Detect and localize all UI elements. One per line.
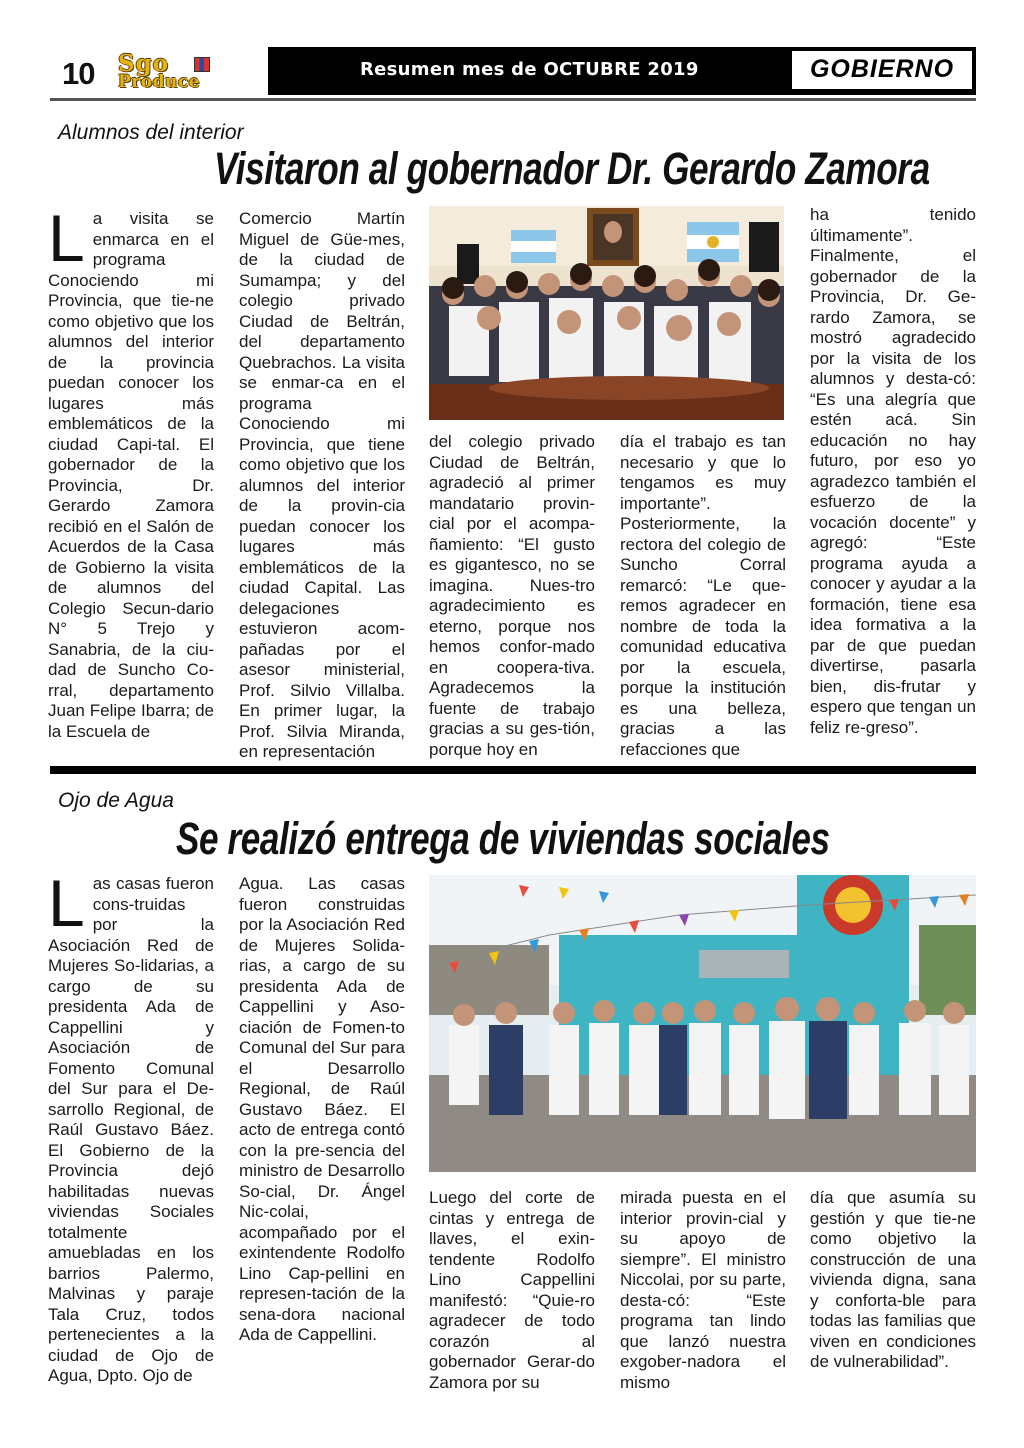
article1-column-1 (48, 209, 214, 749)
issue-summary: Resumen mes de OCTUBRE 2019 (360, 59, 699, 80)
article2-column-2 (239, 874, 405, 1399)
article1-dropcap: L (48, 209, 85, 275)
section-label: GOBIERNO (809, 55, 955, 83)
article1-column-5 (810, 205, 976, 763)
article2-headline-text: Se realizó entrega de viviendas sociales (176, 813, 830, 864)
students-with-governor-photo (429, 206, 784, 420)
header-rule (50, 98, 976, 101)
article2-column-3 (429, 1188, 595, 1402)
article1-col2-text: Comercio Martín Miguel de Güe-mes, de la ciudad de Sumampa; y del colegio privado Ciudad de Beltrán, del departamento Quebrachos. La visita se enmar-ca en el programa Conociendo mi Provincia, que tiene como objetivo que los alumnos del interior de la provin-cia puedan conocer los lugares más emblemáticos de la ciudad Capital. Las delegaciones estuvieron acom-pañadas por el asesor ministerial, Prof. Silvio Villalba. En primer lugar, la Prof. Silvia Miranda, en representación (239, 209, 405, 761)
article1-col1-text: a visita se enmarca en el programa Conociendo mi Provincia, que tie-ne como objetivo que los alumnos del interior de la provincia puedan conocer los lugares más emblemáticos de la ciudad Capi-tal. El gobernador de la Provincia, Dr. Gerardo Zamora recibió en el Salón de Acuerdos de la Casa de Gobierno la visita de alumnos del Colegio Secun-dario N° 5 Trejo y Sanabria, de la ciu-dad de Suncho Co-rral, departamento Juan Felipe Ibarra; de la Escuela de (48, 209, 214, 741)
section-box (792, 51, 972, 89)
article-divider (50, 766, 976, 774)
article1-column-2 (239, 209, 405, 765)
article2-col4-text: mirada puesta en el interior provin-cial y su apoyo de siempre”. El ministro Niccolai, por su parte, desta-có: “Este programa tan lindo que lanzó nuestra exgober-nadora el mismo (620, 1188, 786, 1392)
article1-headline (214, 143, 1024, 195)
article1-col3-text: del colegio privado Ciudad de Beltrán, agradeció al primer mandatario provin-cial por el acompa-ñamiento: “El gusto es gigantesco, no se imagina. Nues-tro agradecimiento es eterno, porque nos hemos confor-mado en coopera-tiva. Agradecemos la fuente de trabajo gracias a su ges-tión, porque hoy en (429, 432, 595, 759)
article1-column-3 (429, 432, 595, 762)
article1-headline-text: Visitaron al gobernador Dr. Gerardo Zamora (214, 143, 930, 194)
article2-kicker: Ojo de Agua (58, 789, 174, 812)
article2-col3-text: Luego del corte de cintas y entrega de llaves, el exin-tendente Rodolfo Lino Cappellini manifestó: “Quie-ro agradecer de todo corazón al gobernador Gerar-do Zamora por su (429, 1188, 595, 1392)
article1-col5-text: ha tenido últimamente”. Finalmente, el gobernador de la Provincia, Dr. Ge-rardo Zamora, se mostró agradecido por la visita de los alumnos y desta-có: “Es una alegría que estén acá. Sin educación no hay futuro, por eso yo agradezco también el esfuerzo de la vocación docente” y agregó: “Este programa ayuda a conocer y ayudar a la formación, tiene esa idea formativa a la par de que puedan divertirse, pasarla bien, dis-frutar y espero que tengan un feliz re-greso”. (810, 205, 976, 737)
logo-text-top: Sgo (118, 50, 170, 77)
page-number: 10 (62, 56, 95, 91)
article1-column-4 (620, 432, 786, 762)
logo-text-bottom: Produce (118, 72, 200, 92)
article1-col4-text: día el trabajo es tan necesario y que lo tengamos es muy importante”. Posteriormente, la rectora del colegio de Suncho Corral remarcó: “Le que-remos agradecer en nombre de toda la comunidad educativa por la escuela, porque la institución es una belleza, gracias a las refacciones que (620, 432, 786, 759)
article2-dropcap: L (48, 874, 85, 940)
article2-headline (176, 813, 1014, 865)
students-photo-illustration (429, 206, 784, 420)
article1-kicker: Alumnos del interior (58, 121, 244, 144)
article2-column-1 (48, 874, 214, 1399)
flag-icon (194, 57, 210, 72)
article2-col2-text: Agua. Las casas fueron construidas por la Asociación Red de Mujeres Solida-rias, a cargo de su presidenta Ada de Cappellini y Aso-ciación de Fomen-to Comunal del Sur para el Desarrollo Regional, de Raúl Gustavo Báez. El acto de entrega contó con la pre-sencia del ministro de Desarrollo So-cial, Dr. Ángel Nic-colai, acompañado por el exintendente Rodolfo Lino Cap-pellini en represen-tación de la sena-dora nacional Ada de Cappellini. (239, 874, 405, 1344)
article2-column-5 (810, 1188, 976, 1402)
housing-photo-illustration (429, 875, 976, 1172)
housing-handover-photo (429, 875, 976, 1172)
article2-col1-text: as casas fueron cons-truidas por la Asociación Red de Mujeres So-lidarias, a cargo de su presidenta Ada de Cappellini y Asociación de Fomento Comunal del Sur para el De-sarrollo Regional, de Raúl Gustavo Báez. El Gobierno de la Provincia dejó habilitadas nuevas viviendas Sociales totalmente amuebladas en los barrios Palermo, Malvinas y paraje Tala Cruz, todos pertenecientes a la ciudad de Ojo de Agua, Dpto. Ojo de (48, 874, 214, 1385)
publication-logo (114, 52, 256, 92)
article2-column-4 (620, 1188, 786, 1402)
article2-col5-text: día que asumía su gestión y que tie-ne como objetivo la construcción de una vivienda digna, sana y conforta-ble para todas las familias que viven en condiciones de vulnerabilidad”. (810, 1188, 976, 1371)
